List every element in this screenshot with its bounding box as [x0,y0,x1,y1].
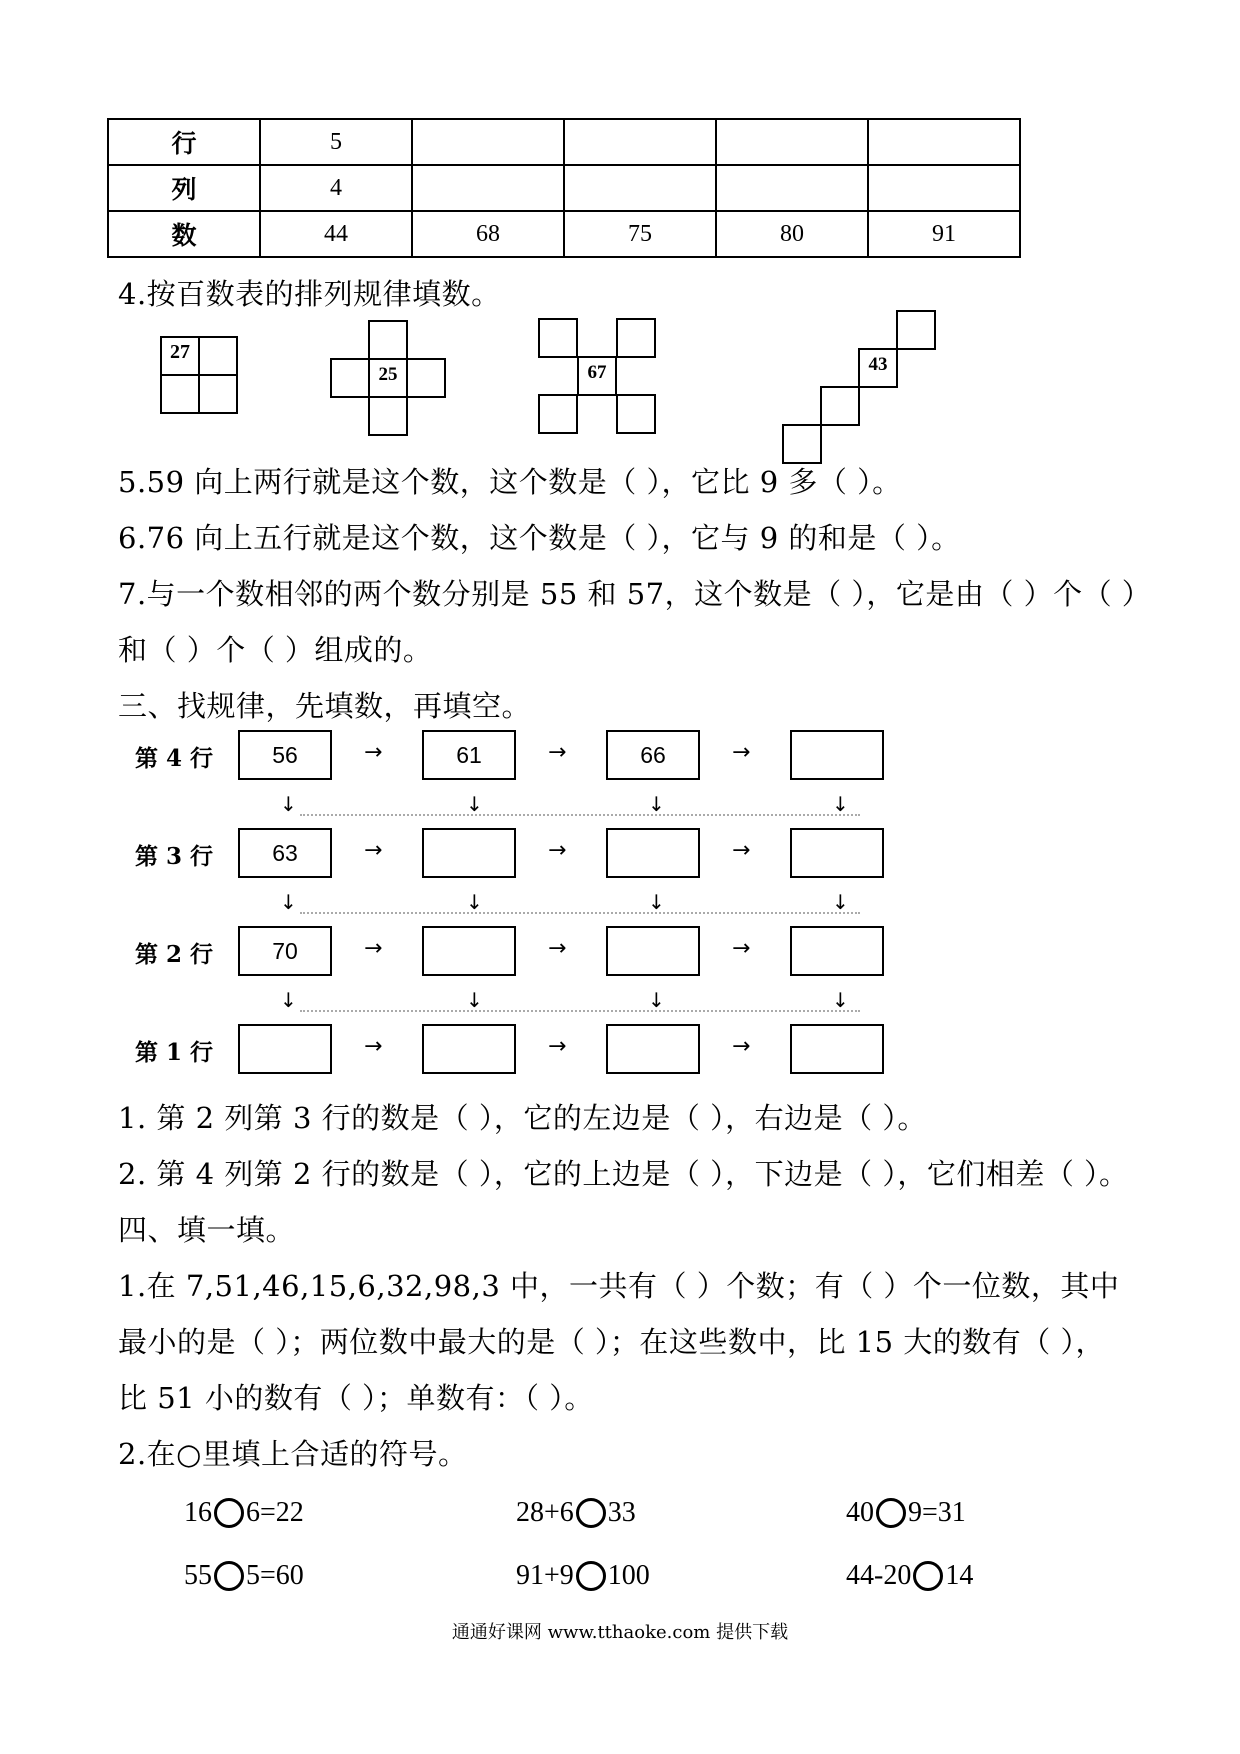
table-row [108,211,1020,257]
circle-blank[interactable] [913,1561,943,1591]
chain-box[interactable] [422,926,516,976]
grid-cell[interactable] [538,394,578,434]
equation [846,1560,973,1592]
row-label: 第 3 行 [135,843,214,870]
table-cell: 80 [716,211,868,257]
chain-box: 61 [422,730,516,780]
grid-cell: 25 [368,358,408,398]
equation-left: 40 [846,1497,874,1528]
equation-left: 55 [184,1560,212,1591]
arrow-right-icon: → [732,936,751,961]
chain-box: 66 [606,730,700,780]
arrow-down-icon: ↓ [280,988,297,1012]
equation-right: 5=60 [246,1560,304,1591]
chain-box[interactable] [606,828,700,878]
chain-box[interactable] [238,1024,332,1074]
section4-p1-line3: 比 51 小的数有（ ）；单数有：（ ）。 [118,1381,594,1415]
equation-left: 16 [184,1497,212,1528]
circle-blank[interactable] [576,1498,606,1528]
table-row [108,119,1020,165]
grid-cell[interactable] [538,318,578,358]
table-cell: 91 [868,211,1020,257]
chain-box: 70 [238,926,332,976]
grid-cell[interactable] [198,374,238,414]
grid-cell: 27 [160,336,200,376]
circle-blank[interactable] [876,1498,906,1528]
table-cell[interactable] [412,119,564,165]
chain-box[interactable] [422,828,516,878]
table-cell: 44 [260,211,412,257]
grid-cell[interactable] [368,396,408,436]
arrow-down-icon: ↓ [648,792,665,816]
equation [184,1497,304,1529]
q7-text-line1: 7.与一个数相邻的两个数分别是 55 和 57，这个数是（ ），它是由（ ）个（ ） [118,577,1152,611]
arrow-right-icon: → [548,838,567,863]
row-label-cell: 行 [108,119,260,165]
grid-cell[interactable] [616,394,656,434]
q7-text-line2: 和（ ）个（ ）组成的。 [118,633,433,667]
footer-text: 通通好课网 www.tthaoke.com 提供下载 [451,1622,789,1643]
grid-cell: 67 [577,356,617,396]
chain-box[interactable] [790,1024,884,1074]
section3-question1: 1. 第 2 列第 3 行的数是（ ），它的左边是（ ），右边是（ ）。 [118,1101,927,1135]
equation [516,1560,650,1592]
grid-cell[interactable] [782,424,822,464]
arrow-down-icon: ↓ [280,792,297,816]
col-label-cell: 列 [108,165,260,211]
table-cell: 68 [412,211,564,257]
arrow-right-icon: → [548,936,567,961]
table-cell[interactable] [716,165,868,211]
grid-cell[interactable] [406,358,446,398]
equation [516,1497,636,1529]
chain-box[interactable] [790,828,884,878]
table-cell[interactable]: 5 [260,119,412,165]
chain-box[interactable] [790,926,884,976]
table-row [108,165,1020,211]
arrow-right-icon: → [364,838,383,863]
arrow-right-icon: → [364,740,383,765]
q5-text: 5.59 向上两行就是这个数，这个数是（ ），它比 9 多（ ）。 [118,465,902,499]
table-cell[interactable] [564,119,716,165]
arrow-right-icon: → [548,740,567,765]
arrow-down-icon: ↓ [832,988,849,1012]
equation-right: 6=22 [246,1497,304,1528]
arrow-down-icon: ↓ [466,890,483,914]
grid-cell[interactable] [820,386,860,426]
arrow-down-icon: ↓ [832,792,849,816]
circle-blank[interactable] [576,1561,606,1591]
row-label: 第 1 行 [135,1039,214,1066]
equation-left: 91+9 [516,1560,574,1591]
equation [184,1560,304,1592]
arrow-right-icon: → [732,838,751,863]
table-cell: 75 [564,211,716,257]
table-cell[interactable] [412,165,564,211]
section4-p2-title: 2.在○里填上合适的符号。 [118,1437,468,1471]
grid-cell[interactable] [330,358,370,398]
equation-left: 28+6 [516,1497,574,1528]
equation [846,1497,966,1529]
arrow-right-icon: → [732,1034,751,1059]
arrow-down-icon: ↓ [648,988,665,1012]
table-cell[interactable]: 4 [260,165,412,211]
dotted-divider [300,814,860,816]
arrow-down-icon: ↓ [648,890,665,914]
equation-right: 100 [607,1560,650,1591]
grid-cell[interactable] [368,320,408,360]
grid-cell[interactable] [160,374,200,414]
chain-box: 63 [238,828,332,878]
num-label-cell: 数 [108,211,260,257]
arrow-right-icon: → [548,1034,567,1059]
equation-left: 44-20 [846,1560,912,1591]
q4-title: 4.按百数表的排列规律填数。 [118,277,501,311]
dotted-divider [300,912,860,914]
arrow-down-icon: ↓ [466,792,483,816]
q6-text: 6.76 向上五行就是这个数，这个数是（ ），它与 9 的和是（ ）。 [118,521,961,555]
table-cell[interactable] [868,119,1020,165]
arrow-down-icon: ↓ [832,890,849,914]
section3-title: 三、找规律，先填数，再填空。 [118,689,532,723]
equation-right: 14 [945,1560,974,1591]
chain-box[interactable] [422,1024,516,1074]
grid-cell: 43 [858,348,898,388]
arrow-right-icon: → [364,936,383,961]
chain-box[interactable] [606,1024,700,1074]
chain-box[interactable] [606,926,700,976]
section4-p1-line1: 1.在 7,51,46,15,6,32,98,3 中，一共有（ ）个数；有（ ）个一位数，其中 [118,1269,1120,1303]
arrow-down-icon: ↓ [466,988,483,1012]
equation-right: 9=31 [908,1497,966,1528]
section4-title: 四、填一填。 [118,1213,296,1247]
circle-blank[interactable] [214,1561,244,1591]
table-cell[interactable] [564,165,716,211]
row-label: 第 2 行 [135,941,214,968]
arrow-down-icon: ↓ [280,890,297,914]
row-label: 第 4 行 [135,745,214,772]
arrow-right-icon: → [364,1034,383,1059]
section4-p1-line2: 最小的是（ ）；两位数中最大的是（ ）；在这些数中，比 15 大的数有（ ）， [118,1325,1105,1359]
grid-cell[interactable] [896,310,936,350]
table-cell[interactable] [868,165,1020,211]
arrow-right-icon: → [732,740,751,765]
chain-box: 56 [238,730,332,780]
row-column-table [107,118,1021,258]
grid-cell[interactable] [198,336,238,376]
equation-right: 33 [607,1497,636,1528]
table-cell[interactable] [716,119,868,165]
grid-cell[interactable] [616,318,656,358]
section3-question2: 2. 第 4 列第 2 行的数是（ ），它的上边是（ ），下边是（ ），它们相差（ ）。 [118,1157,1129,1191]
chain-box[interactable] [790,730,884,780]
dotted-divider [300,1010,860,1012]
circle-blank[interactable] [214,1498,244,1528]
